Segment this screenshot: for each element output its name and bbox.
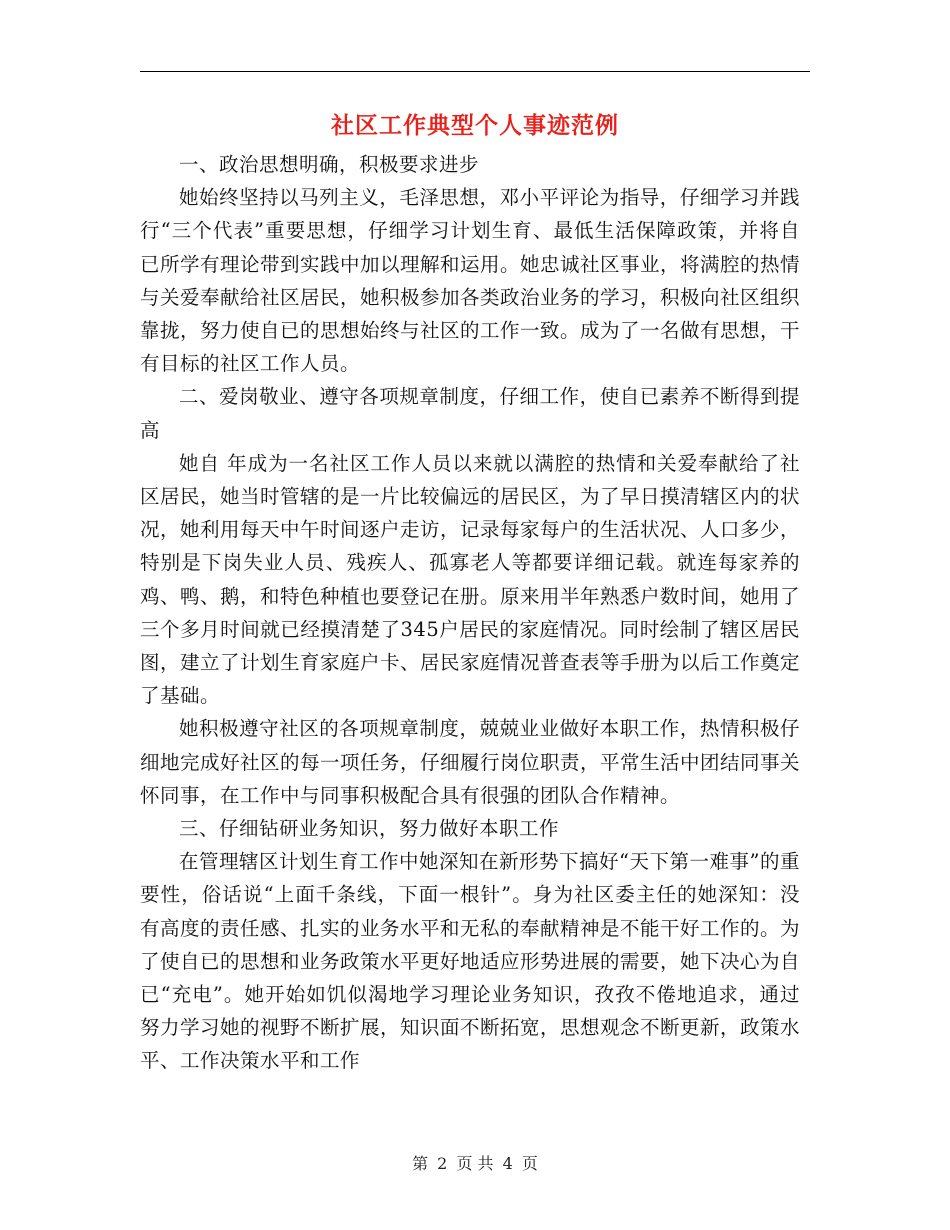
paragraph: 在管理辖区计划生育工作中她深知在新形势下搞好“天下第一难事”的重要性，俗话说“上面千条线，下面一根针”。身为社区委主任的她深知：没有高度的责任感、扎实的业务水平和无私的奉献精神是不能干好工作的。为了使自已的思想和业务政策水平更好地适应形势进展的需要，她下决心为自已“充电”。她开始如饥似渴地学习理论业务知识，孜孜不倦地追求，通过努力学习她的视野不断扩展，知识面不断拓宽，思想观念不断更新，政策水平、工作决策水平和工作 bbox=[140, 850, 801, 1073]
document-title: 社区工作典型个人事迹范例 bbox=[331, 112, 619, 139]
footer-suffix: 页 bbox=[521, 1154, 538, 1173]
footer-prefix: 第 bbox=[412, 1154, 429, 1173]
paragraph: 她始终坚持以马列主义，毛泽思想，邓小平评论为指导，仔细学习并践行“三个代表”重要思想，仔细学习计划生育、最低生活保障政策，并将自已所学有理论带到实践中加以理解和运用。她忠诚社区事业，将满腔的热情与关爱奉献给社区居民，她积极参加各类政治业务的学习，积极向社区组织靠拢，努力使自已的思想始终与社区的工作一致。成为了一名做有思想，干有目标的社区工作人员。 bbox=[140, 186, 801, 376]
document-body bbox=[140, 148, 800, 1078]
header-rule bbox=[140, 71, 810, 72]
footer-middle: 页 共 bbox=[456, 1154, 494, 1173]
paragraph: 一、政治思想明确，积极要求进步 bbox=[179, 153, 480, 176]
footer-total-pages: 4 bbox=[502, 1154, 513, 1173]
paragraph: 二、爱岗敬业、遵守各项规章制度，仔细工作，使自已素养不断得到提高 bbox=[140, 385, 800, 442]
page-footer bbox=[0, 1152, 950, 1176]
footer-page-number: 2 bbox=[437, 1154, 448, 1173]
paragraph: 她自 年成为一名社区工作人员以来就以满腔的热情和关爱奉献给了社区居民，她当时管辖的是一片比较偏远的居民区，为了早日摸清辖区内的状况，她利用每天中午时间逐户走访，记录每家每户的生活状况、人口多少，特别是下岗失业人员、残疾人、孤寡老人等都要详细记载。就连每家养的鸡、鸭、鹅，和特色种植也要登记在册。原来用半年熟悉户数时间，她用了三个多月时间就已经摸清楚了345户居民的家庭情况。同时绘制了辖区居民图，建立了计划生育家庭户卡、居民家庭情况普查表等手册为以后工作奠定了基础。 bbox=[140, 451, 801, 708]
paragraph: 她积极遵守社区的各项规章制度，兢兢业业做好本职工作，热情积极仔细地完成好社区的每一项任务，仔细履行岗位职责，平常生活中团结同事关怀同事，在工作中与同事积极配合具有很强的团队合作精神。 bbox=[140, 717, 801, 807]
paragraph: 三、仔细钻研业务知识，努力做好本职工作 bbox=[179, 817, 560, 841]
